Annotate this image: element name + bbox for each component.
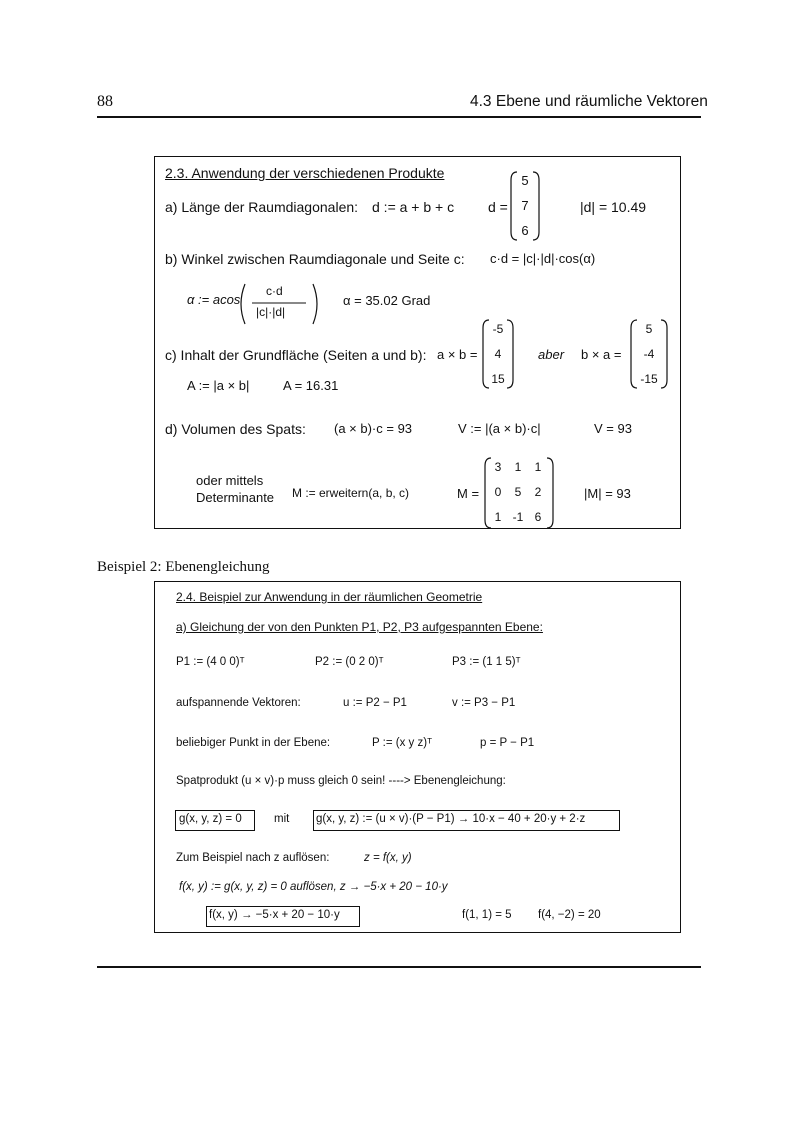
box2-title: 2.4. Beispiel zur Anwendung in der räumlichen Geometrie (176, 590, 483, 604)
axb-vector-entry: 15 (491, 372, 505, 386)
span-vectors-label: aufspannende Vektoren: (176, 697, 301, 709)
bxa-vector-entry: -4 (643, 347, 655, 361)
f-definition: f(x, y) := g(x, y, z) = 0 auflösen, z → −5·x + 20 − 10·y (179, 881, 448, 893)
point-P1: P1 := (4 0 0)ᵀ (176, 656, 245, 668)
f-result: f(x, y) → −5·x + 20 − 10·y (209, 909, 340, 921)
M-entry: 1 (534, 460, 542, 474)
example-heading: Beispiel 2: Ebenengleichung (97, 559, 270, 575)
header-rule (97, 116, 701, 118)
axb-vector (482, 318, 514, 390)
part-c-text: c) Inhalt der Grundfläche (Seiten a und b): (165, 347, 427, 363)
dot-product-formula: c·d = |c|·|d|·cos(α) (490, 251, 596, 266)
axb-equals: a × b = (437, 347, 478, 362)
M-entry: 6 (534, 510, 542, 524)
v-definition: v := P3 − P1 (452, 697, 516, 709)
M-entry: -1 (512, 510, 524, 524)
box2-subtitle: a) Gleichung der von den Punkten P1, P2, P3 aufgespannten Ebene: (176, 620, 543, 634)
g-definition: g(x, y, z) := (u × v)·(P − P1) → 10·x − 40 + 20·y + 2·z (316, 813, 586, 825)
alpha-numerator: c·d (266, 284, 283, 298)
axb-vector-entry: 4 (494, 347, 502, 361)
bxa-vector (630, 318, 668, 390)
M-entry: 1 (514, 460, 522, 474)
section-title: 4.3 Ebene und räumliche Vektoren (470, 93, 708, 110)
M-definition: M := erweitern(a, b, c) (292, 486, 410, 500)
d-norm-result: |d| = 10.49 (580, 199, 647, 215)
f-1-1: f(1, 1) = 5 (462, 909, 512, 921)
P-definition: P := (x y z)ᵀ (372, 737, 433, 749)
spat-product-text: Spatprodukt (u × v)·p muss gleich 0 sein! ----> Ebenengleichung: (176, 775, 506, 787)
triple-product: (a × b)·c = 93 (334, 421, 413, 436)
bxa-vector-entry: 5 (645, 322, 653, 336)
footer-rule (97, 966, 701, 968)
oder-mittels: oder mittels (196, 473, 264, 488)
page-number: 88 (97, 93, 113, 110)
u-definition: u := P2 − P1 (343, 697, 407, 709)
solve-for-z-text: Zum Beispiel nach z auflösen: (176, 852, 330, 864)
box1-title: 2.3. Anwendung der verschiedenen Produkte (165, 165, 445, 181)
alpha-denominator: |c|·|d| (256, 305, 286, 319)
M-entry: 1 (494, 510, 502, 524)
point-P2: P2 := (0 2 0)ᵀ (315, 656, 384, 668)
M-matrix (484, 456, 554, 530)
A-result: A = 16.31 (283, 378, 339, 393)
d-vector (510, 170, 540, 242)
M-entry: 3 (494, 460, 502, 474)
V-result: V = 93 (594, 421, 632, 436)
determinante-label: Determinante (196, 490, 275, 505)
part-a-text: a) Länge der Raumdiagonalen: (165, 199, 359, 215)
part-d-text: d) Volumen des Spats: (165, 421, 306, 437)
axb-vector-entry: -5 (492, 322, 504, 336)
arbitrary-point-label: beliebiger Punkt in der Ebene: (176, 737, 331, 749)
A-definition: A := |a × b| (187, 378, 250, 393)
mit-label: mit (274, 813, 290, 825)
point-P3: P3 := (1 1 5)ᵀ (452, 656, 521, 668)
M-entry: 2 (534, 485, 542, 499)
bxa-equals: b × a = (581, 347, 622, 362)
M-entry: 5 (514, 485, 522, 499)
d-equals: d = (488, 199, 508, 215)
M-equals: M = (457, 486, 480, 501)
d-vector-entry: 7 (521, 198, 529, 213)
aber-label: aber (538, 347, 565, 362)
z-equation: z = f(x, y) (364, 852, 412, 864)
alpha-result: α = 35.02 Grad (343, 293, 431, 308)
d-vector-entry: 6 (521, 223, 529, 238)
alpha-definition: α := acos (187, 292, 241, 307)
g-equation: g(x, y, z) = 0 (179, 813, 242, 825)
M-entry: 0 (494, 485, 502, 499)
d-vector-entry: 5 (521, 173, 529, 188)
p-definition: p = P − P1 (480, 737, 535, 749)
V-definition: V := |(a × b)·c| (458, 421, 541, 436)
determinant-result: |M| = 93 (584, 486, 631, 501)
part-b-text: b) Winkel zwischen Raumdiagonale und Seite c: (165, 251, 465, 267)
f-4-minus2: f(4, −2) = 20 (538, 909, 601, 921)
diagonal-formula: d := a + b + c (372, 199, 455, 215)
bxa-vector-entry: -15 (640, 372, 658, 386)
